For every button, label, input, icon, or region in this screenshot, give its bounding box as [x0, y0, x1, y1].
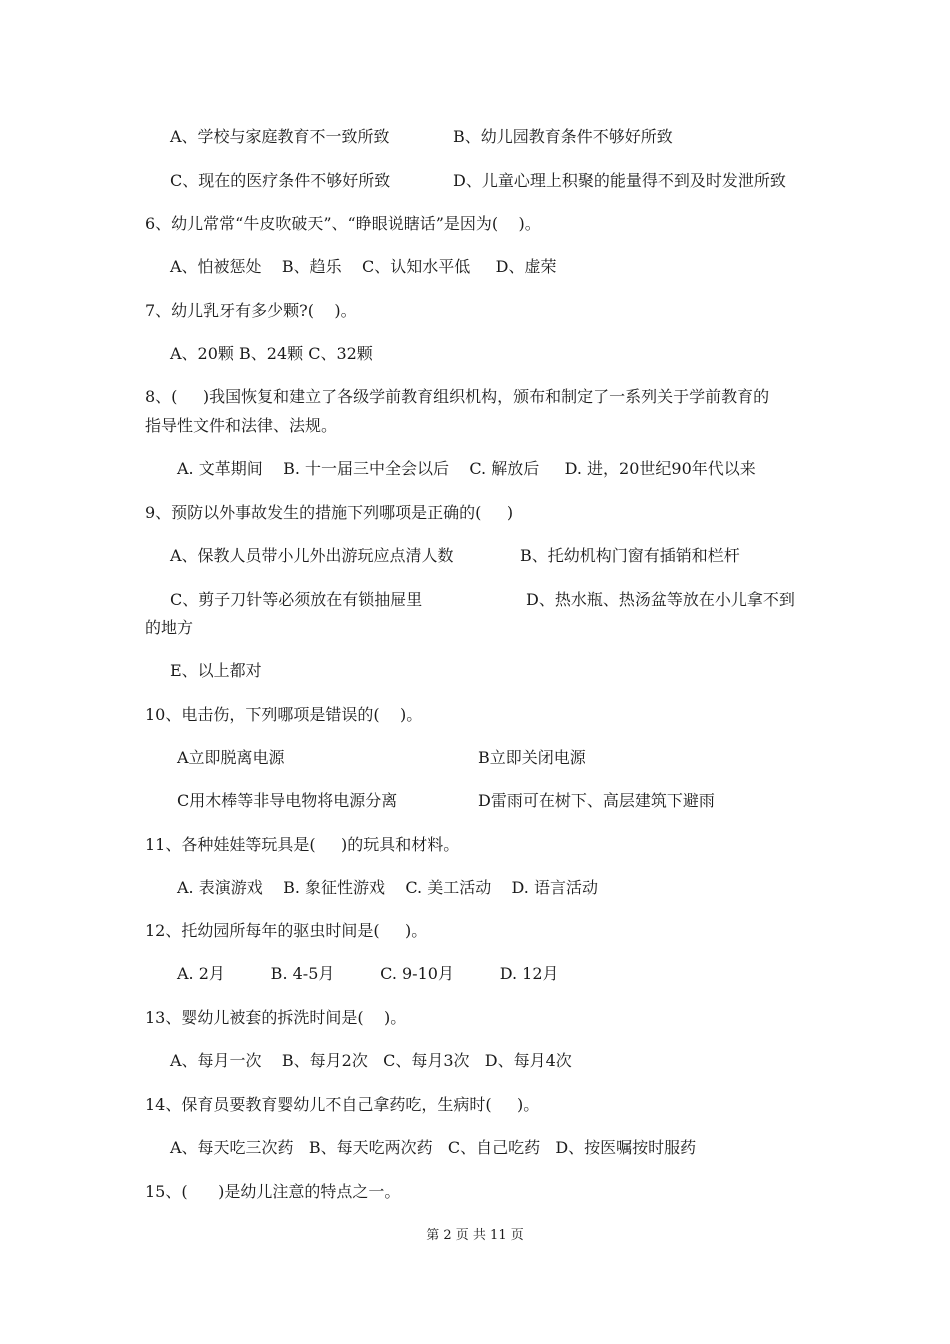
q12-stem: 12、托幼园所每年的驱虫时间是( )。 [145, 921, 428, 940]
q14-stem: 14、保育员要教育婴幼儿不自己拿药吃，生病时( )。 [145, 1095, 540, 1114]
q7-stem: 7、幼儿乳牙有多少颗?( )。 [145, 301, 357, 320]
q10-option-a: A立即脱离电源 [177, 748, 285, 767]
q9-option-d: D、热水瓶、热汤盆等放在小儿拿不到 [526, 590, 795, 609]
q13-options: A、每月一次 B、每月2次 C、每月3次 D、每月4次 [170, 1051, 572, 1070]
q5-option-c: C、现在的医疗条件不够好所致 [170, 171, 391, 190]
page-footer: 第 2 页 共 11 页 [426, 1228, 524, 1243]
q8-stem-line2: 指导性文件和法律、法规。 [145, 416, 338, 435]
q9-stem: 9、预防以外事故发生的措施下列哪项是正确的( ) [145, 503, 514, 522]
q15-stem: 15、( )是幼儿注意的特点之一。 [145, 1182, 401, 1201]
q5-option-b: B、幼儿园教育条件不够好所致 [453, 127, 673, 146]
q5-option-d: D、儿童心理上积聚的能量得不到及时发泄所致 [453, 171, 786, 190]
q8-options: A. 文革期间 B. 十一届三中全会以后 C. 解放后 D. 进，20世纪90年代以来 [177, 459, 756, 478]
q10-option-c: C用木棒等非导电物将电源分离 [177, 791, 398, 810]
q9-option-b: B、托幼机构门窗有插销和栏杆 [520, 546, 740, 565]
q9-option-e: E、以上都对 [170, 661, 262, 680]
q9-option-c: C、剪子刀针等必须放在有锁抽屉里 [170, 590, 423, 609]
q12-options: A. 2月 B. 4-5月 C. 9-10月 D. 12月 [177, 964, 559, 983]
q10-stem: 10、电击伤，下列哪项是错误的( )。 [145, 705, 423, 724]
q11-options: A. 表演游戏 B. 象征性游戏 C. 美工活动 D. 语言活动 [177, 878, 598, 897]
q11-stem: 11、各种娃娃等玩具是( )的玩具和材料。 [145, 835, 460, 854]
q6-stem: 6、幼儿常常“牛皮吹破天”、“睁眼说瞎话”是因为( )。 [145, 214, 541, 233]
q9-option-d-continued: 的地方 [145, 618, 194, 637]
q13-stem: 13、婴幼儿被套的拆洗时间是( )。 [145, 1008, 407, 1027]
q7-options: A、20颗 B、24颗 C、32颗 [170, 344, 373, 363]
q6-options: A、怕被惩处 B、趋乐 C、认知水平低 D、虚荣 [170, 257, 557, 276]
q14-options: A、每天吃三次药 B、每天吃两次药 C、自己吃药 D、按医嘱按时服药 [170, 1138, 697, 1157]
q5-option-a: A、学校与家庭教育不一致所致 [170, 127, 390, 146]
q9-option-a: A、保教人员带小儿外出游玩应点清人数 [170, 546, 454, 565]
q10-option-b: B立即关闭电源 [478, 748, 586, 767]
q10-option-d: D雷雨可在树下、高层建筑下避雨 [478, 791, 715, 810]
q8-stem-line1: 8、( )我国恢复和建立了各级学前教育组织机构，颁布和制定了一系列关于学前教育的 [145, 387, 770, 406]
